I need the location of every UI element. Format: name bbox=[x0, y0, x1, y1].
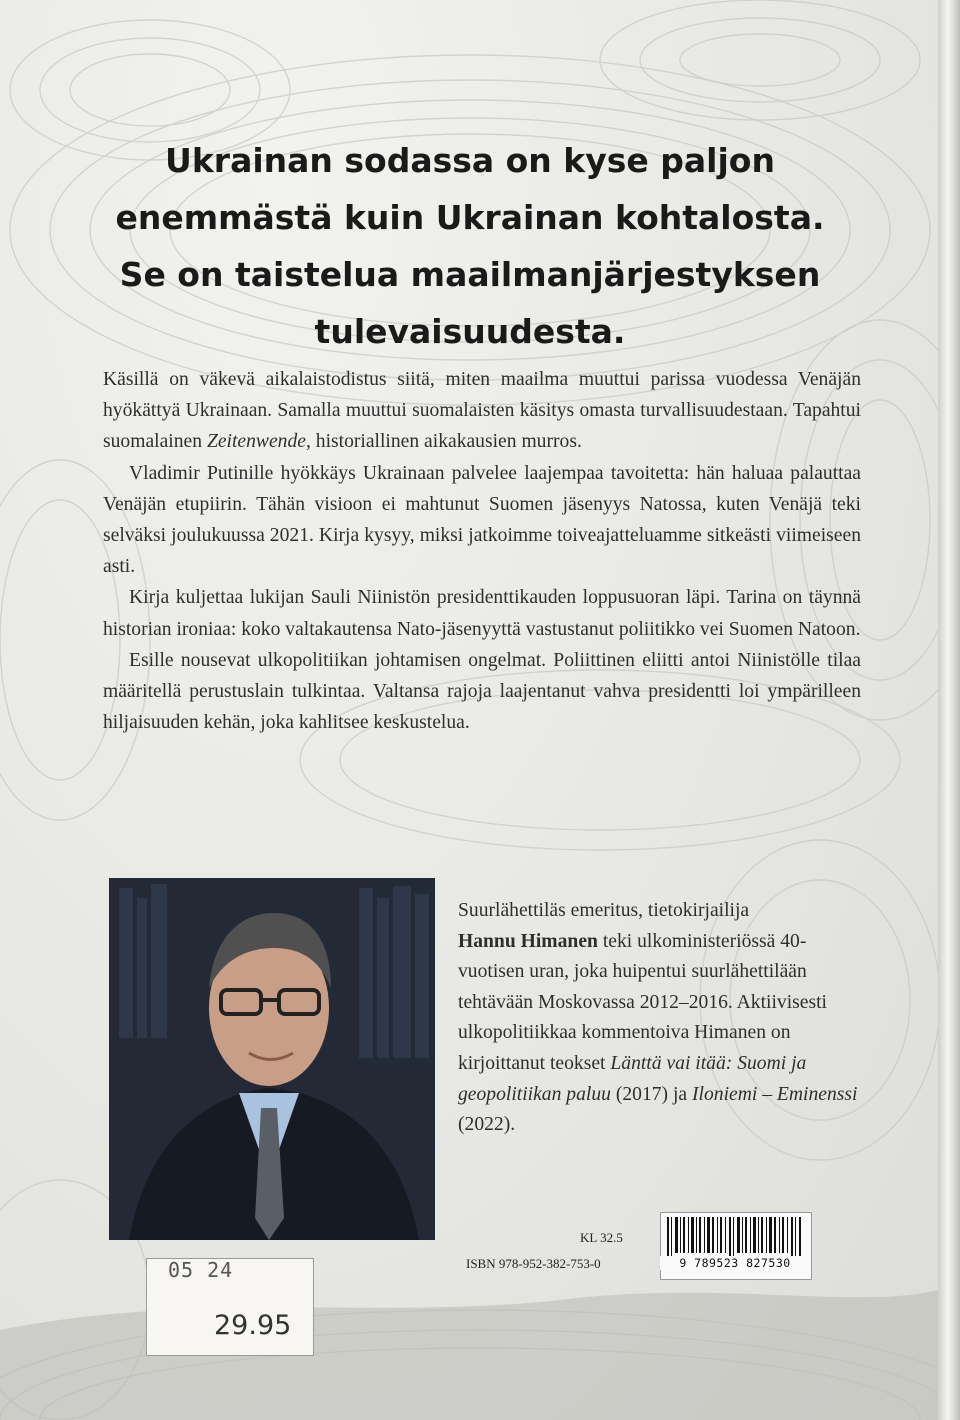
book-title: Iloniemi – Eminenssi bbox=[692, 1083, 858, 1105]
author-name: Hannu Himanen bbox=[458, 930, 598, 952]
author-bio-text: (2017) ja bbox=[610, 1083, 693, 1105]
headline-line: Se on taistelua maailmanjärjestyksen bbox=[119, 255, 821, 294]
headline-line: tulevaisuudesta. bbox=[314, 312, 626, 351]
blurb-text bbox=[103, 364, 861, 738]
author-bio-text: (2022). bbox=[458, 1114, 516, 1136]
blurb-text-span: Käsillä on väkevä aikalaistodistus siitä, miten maailma muuttui parissa vuodessa Venäjän hyökättyä Ukrainaan. Samalla muuttui suomalaisten käsitys omasta turvallisuudestaan. Tapahtui suomalainen bbox=[103, 369, 861, 453]
library-classification: KL 32.5 bbox=[580, 1230, 623, 1245]
emphasized-term: Zeitenwende bbox=[206, 431, 306, 453]
blurb-paragraph: Esille nousevat ulkopolitiikan johtamisen ongelmat. Poliittinen eliitti antoi Niinistölle tilaa määritellä perustuslain tulkintaa. Valtansa rajoja laajentanut vahva presidentti loi ympärilleen hiljaisuuden kehän, joka kahlitsee keskustelua. bbox=[103, 649, 861, 734]
blurb-text-span: , historiallinen aikakausien murros. bbox=[305, 431, 582, 453]
price-label: 29.95 bbox=[214, 1310, 292, 1341]
date-stamp: 05 24 bbox=[168, 1258, 234, 1282]
book-spine-edge bbox=[938, 0, 960, 1420]
headline bbox=[110, 132, 830, 360]
barcode-digits: 9 789523 827530 bbox=[660, 1256, 810, 1270]
author-bio bbox=[458, 896, 868, 1141]
book-title: Länttä vai itää: Suomi ja geopolitiikan paluu bbox=[458, 1052, 807, 1105]
author-photo bbox=[109, 878, 435, 1240]
headline-line: enemmästä kuin Ukrainan kohtalosta. bbox=[115, 198, 825, 237]
author-bio-text: teki ulkoministeriössä 40-vuotisen uran, joka huipentui suurlähettilään tehtävään Moskovassa 2012–2016. Aktiivisesti ulkopolitiikkaa kommentoiva Himanen on kirjoittanut teokset bbox=[458, 930, 827, 1074]
author-bio-intro: Suurlähettiläs emeritus, tietokirjailija bbox=[458, 900, 750, 921]
blurb-paragraph bbox=[103, 364, 861, 458]
barcode-icon bbox=[661, 1213, 811, 1257]
headline-line: Ukrainan sodassa on kyse paljon bbox=[165, 141, 775, 180]
isbn: ISBN 978-952-382-753-0 bbox=[466, 1256, 601, 1271]
blurb-paragraph: Kirja kuljettaa lukijan Sauli Niinistön presidenttikauden loppusuoran läpi. Tarina on täynnä historian ironiaa: koko valtakautensa Nato-jäsenyyttä vastustanut poliitikko vei Suomen Natoon. bbox=[103, 587, 861, 640]
blurb-paragraph: Vladimir Putinille hyökkäys Ukrainaan palvelee laajempaa tavoitetta: hän haluaa palauttaa Venäjän etupiirin. Tähän visioon ei mahtunut Suomen jäsenyys Natossa, kuten Venäjä teki selväksi joulukuussa 2021. Kirja kysyy, miksi jatkoimme toiveajatteluamme sitkeästi viimeiseen asti. bbox=[103, 462, 861, 578]
